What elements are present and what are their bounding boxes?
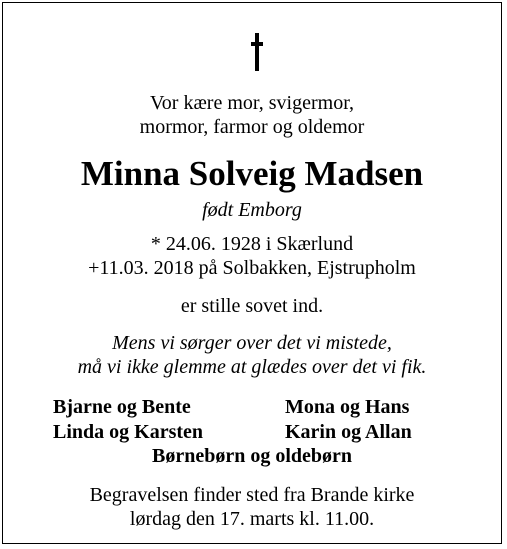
sleep-text: er stille sovet ind.: [180, 295, 324, 317]
deceased-name: Minna Solveig Madsen: [80, 154, 424, 193]
verse-line-2: må vi ikke glemme at glædes over det vi fik.: [77, 356, 427, 378]
mourner-left-2: Linda og Karsten: [53, 421, 204, 443]
cross-icon: [251, 33, 263, 71]
death-date: +11.03. 2018 på Solbakken, Ejstrupholm: [88, 257, 416, 279]
funeral-line-1: Begravelsen finder sted fra Brande kirke: [89, 484, 415, 506]
maiden-name: født Emborg: [202, 199, 302, 221]
mourner-right-2: Karin og Allan: [285, 421, 412, 443]
mourner-right-1: Mona og Hans: [285, 396, 410, 418]
obituary-notice: [2, 2, 502, 544]
intro-line-1: Vor kære mor, svigermor,: [149, 92, 355, 114]
verse-line-1: Mens vi sørger over det vi mistede,: [112, 332, 392, 354]
intro-line-2: mormor, farmor og oldemor: [139, 116, 365, 138]
funeral-line-2: lørdag den 17. marts kl. 11.00.: [129, 508, 375, 530]
birth-date: * 24.06. 1928 i Skærlund: [150, 233, 354, 255]
mourner-left-1: Bjarne og Bente: [53, 396, 191, 418]
grandchildren-line: Børnebørn og oldebørn: [151, 445, 353, 467]
